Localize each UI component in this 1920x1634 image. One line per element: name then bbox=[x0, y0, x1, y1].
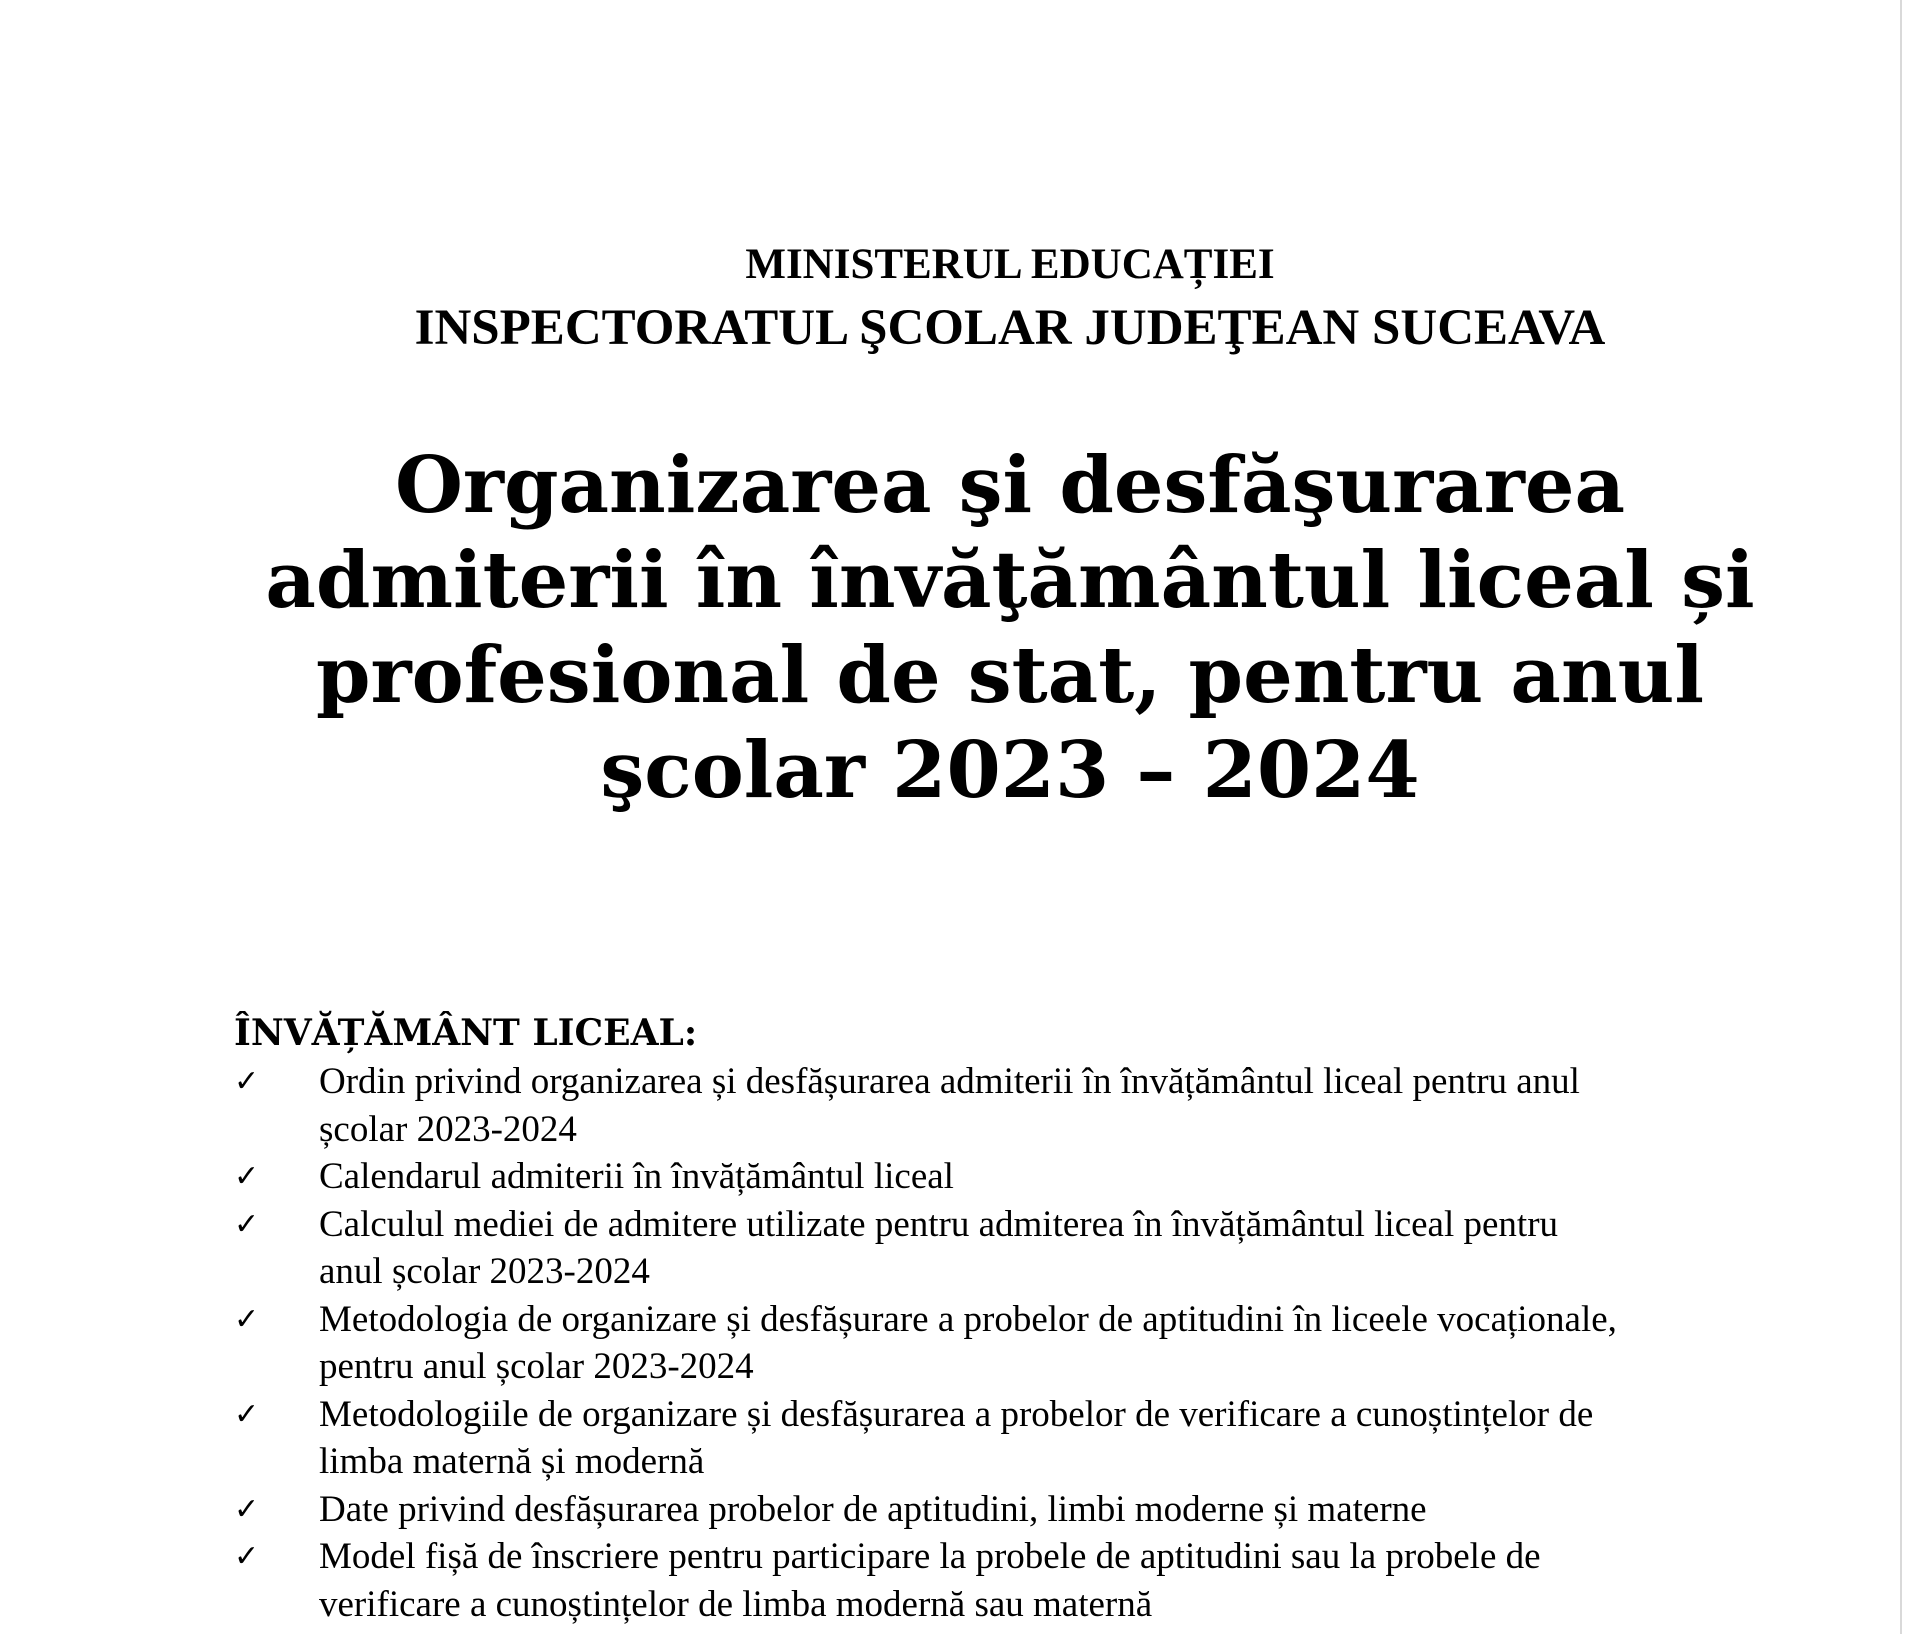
list-item-text: Calendarul admiterii în învățământul liceal bbox=[319, 1156, 954, 1197]
check-icon: ✓ bbox=[234, 1206, 260, 1242]
section-heading: ÎNVĂȚĂMÂNT LICEAL: bbox=[234, 1012, 698, 1054]
title-line: şcolar 2023 – 2024 bbox=[600, 725, 1420, 816]
list-item[interactable] bbox=[234, 1153, 1814, 1201]
document-list bbox=[234, 1058, 1814, 1628]
list-item-text: școlar 2023-2024 bbox=[319, 1108, 577, 1150]
check-icon: ✓ bbox=[234, 1396, 260, 1432]
list-item-text: Date privind desfășurarea probelor de aptitudini, limbi moderne și materne bbox=[319, 1488, 1427, 1530]
list-item-text: verificare a cunoștințelor de limba modernă sau maternă bbox=[319, 1583, 1153, 1625]
list-item-text: pentru anul școlar 2023-2024 bbox=[319, 1346, 754, 1387]
check-icon: ✓ bbox=[234, 1491, 260, 1527]
list-item[interactable] bbox=[234, 1201, 1814, 1296]
list-item-text: Model fișă de înscriere pentru participare la probele de aptitudini sau la probele de bbox=[319, 1536, 1541, 1577]
list-item[interactable] bbox=[234, 1391, 1814, 1486]
list-item[interactable] bbox=[234, 1486, 1814, 1534]
check-icon: ✓ bbox=[234, 1064, 260, 1099]
list-item-text: limba maternă și modernă bbox=[319, 1441, 705, 1482]
list-item-text: Calculul mediei de admitere utilizate pentru admiterea în învățământul liceal pentru bbox=[319, 1203, 1559, 1245]
title-line: admiterii în învăţământul liceal și bbox=[265, 535, 1755, 626]
ministry-name: MINISTERUL EDUCAȚIEI bbox=[745, 241, 1275, 288]
list-item-text: anul școlar 2023-2024 bbox=[319, 1251, 650, 1292]
check-icon: ✓ bbox=[234, 1539, 260, 1574]
inspectorate-name: INSPECTORATUL ŞCOLAR JUDEŢEAN SUCEAVA bbox=[414, 300, 1606, 356]
list-item[interactable] bbox=[234, 1533, 1814, 1628]
list-item-text: Metodologiile de organizare și desfășurarea a probelor de verificare a cunoștințelor de bbox=[319, 1393, 1594, 1435]
scrollbar[interactable] bbox=[1900, 0, 1920, 1634]
title-line: Organizarea şi desfăşurarea bbox=[394, 440, 1626, 531]
check-icon: ✓ bbox=[234, 1301, 260, 1337]
document-title bbox=[0, 438, 1920, 818]
title-line: profesional de stat, pentru anul bbox=[315, 630, 1705, 721]
list-item-text: Metodologia de organizare și desfășurare a probelor de aptitudini în liceele vocaționale, bbox=[319, 1298, 1617, 1340]
list-item[interactable] bbox=[234, 1296, 1814, 1391]
check-icon: ✓ bbox=[234, 1159, 260, 1194]
list-item-text: Ordin privind organizarea și desfășurarea admiterii în învățământul liceal pentru anul bbox=[319, 1061, 1580, 1102]
list-item[interactable] bbox=[234, 1058, 1814, 1153]
